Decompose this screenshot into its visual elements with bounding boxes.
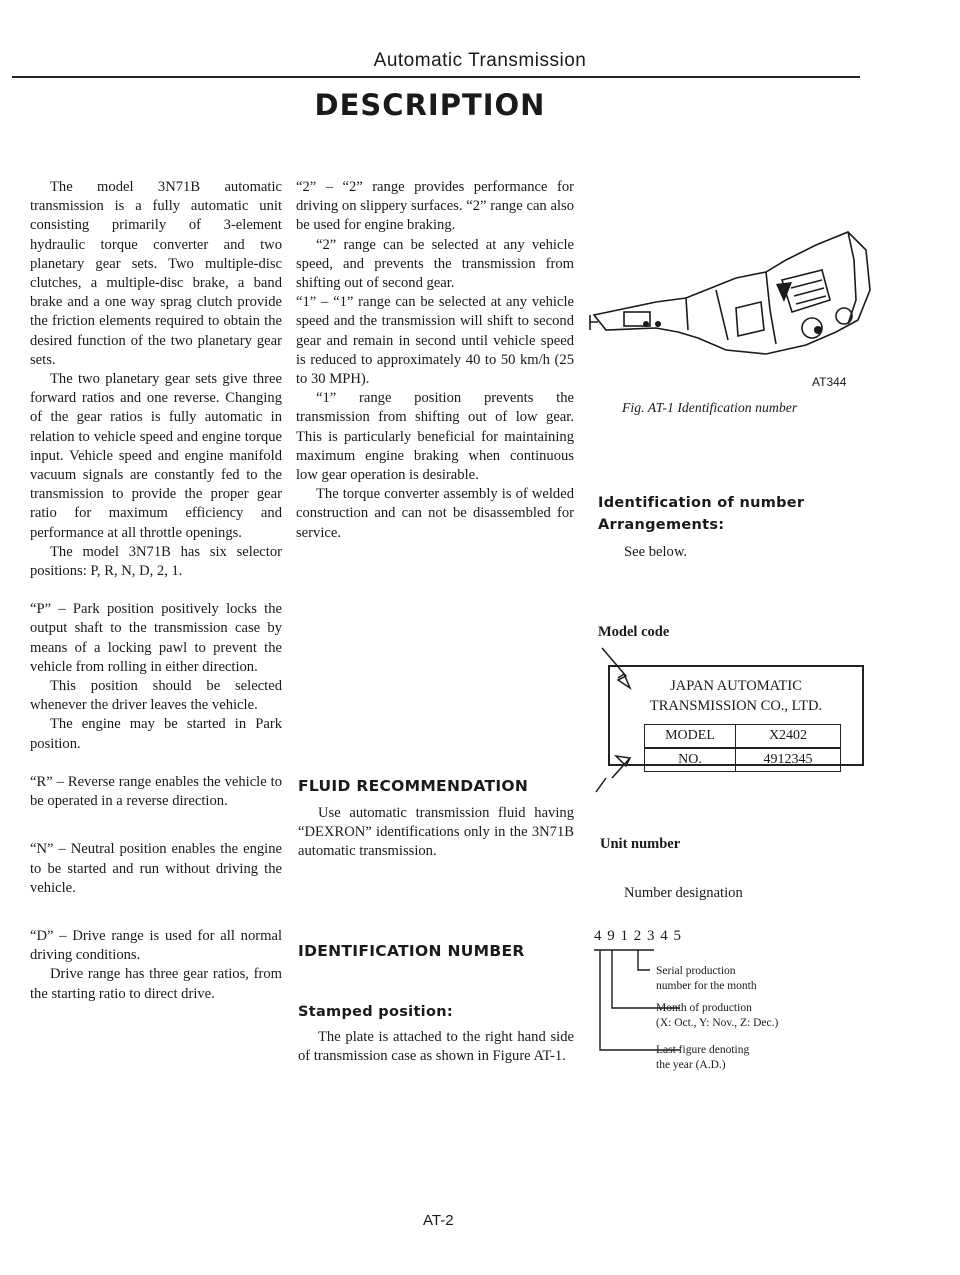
designation-title: Number designation [624, 885, 743, 901]
company-line-1: JAPAN AUTOMATIC [670, 678, 802, 694]
arrangements-heading-line1: Identification of number [598, 495, 805, 511]
unit-number-label: Unit number [600, 836, 681, 852]
figure-caption: Fig. AT-1 Identification number [622, 400, 798, 415]
stamped-text: The plate is attached to the right hand side of transmission case as shown in Figure AT-1. [298, 1029, 574, 1065]
paragraph: The two planetary gear sets give three forward ratios and one reverse. Changing of the gear ratios is fully automatic in relation to vehicle speed and engine torque input. Vehicle speed and engine manifold vacuum signals are constantly fed to the transmission to provide the proper gear ratio for maximum efficiency and performance at all throttle openings. [30, 371, 282, 541]
paragraph: This position should be selected whenever the driver leaves the vehicle. [30, 678, 282, 714]
column-middle [296, 178, 574, 543]
annotation-month [656, 1001, 778, 1031]
running-header: Automatic Transmission [373, 50, 587, 71]
model-value-cell: X2402 [735, 724, 841, 748]
paragraph: The model 3N71B has six selector positions: P, R, N, D, 2, 1. [30, 543, 282, 580]
company-line-2: TRANSMISSION CO., LTD. [649, 698, 823, 714]
paragraph: “1” range position prevents the transmission from shifting out of low gear. This is particularly beneficial for maintaining maximum engine braking when continuous low gear operation is desirable. [296, 390, 574, 484]
year-line-2: the year (A.D.) [656, 1059, 726, 1071]
no-value-cell: 4912345 [735, 748, 841, 772]
paragraph: “R” – Reverse range enables the vehicle to be operated in a reverse direction. [30, 773, 282, 810]
serial-line-2: number for the month [656, 980, 757, 992]
paragraph: “D” – Drive range is used for all normal driving conditions. [30, 927, 282, 964]
annotation-serial [656, 964, 757, 994]
no-label-cell: NO. [644, 748, 736, 772]
transmission-illustration [586, 220, 876, 368]
paragraph: “2” – “2” range provides performance for driving on slippery surfaces. “2” range can also be used for engine braking. [296, 179, 574, 234]
fluid-text: Use automatic transmission fluid having “DEXRON” identifications only in the 3N71B automatic transmission. [298, 805, 574, 860]
identification-heading: IDENTIFICATION NUMBER [298, 942, 525, 960]
arrangements-heading-line2: Arrangements: [598, 517, 725, 533]
paragraph: “1” – “1” range can be selected at any vehicle speed and the transmission will shift to second gear and remain in second until vehicle speed is reduced to approximately 40 to 50 km/h (25 to 30 MPH). [296, 294, 574, 388]
paragraph: “N” – Neutral position enables the engine to be started and run without driving the vehicle. [30, 841, 282, 896]
model-label-cell: MODEL [644, 724, 736, 748]
annotation-year [656, 1043, 749, 1073]
month-line-1: Month of production [656, 1002, 752, 1014]
serial-line-1: Serial production [656, 965, 736, 977]
paragraph: “P” – Park position positively locks the output shaft to the transmission case by means of a locking pawl to prevent the vehicle from rolling in either direction. [30, 601, 282, 675]
plate-company [610, 676, 862, 716]
fluid-heading: FLUID RECOMMENDATION [298, 777, 529, 795]
plate-top-edge [608, 665, 864, 667]
paragraph: The torque converter assembly is of welded construction and can not be disassembled for service. [296, 486, 574, 541]
plate-arrows [594, 646, 864, 796]
month-line-2: (X: Oct., Y: Nov., Z: Dec.) [656, 1017, 779, 1029]
page-title: DESCRIPTION [314, 88, 546, 122]
paragraph: The engine may be started in Park position. [30, 716, 282, 752]
model-code-label: Model code [598, 624, 670, 640]
figure-code: AT344 [812, 375, 847, 389]
paragraph: The model 3N71B automatic transmission is a fully automatic unit consisting primarily of 3-element hydraulic torque converter and two planetary gear sets. Two multiple-disc clutches, a multiple-disc brake, a band brake and a one way sprag clutch provide the friction elements required to obtain the desired function of the two planetary gear sets. [30, 179, 282, 368]
page-number: AT-2 [423, 1212, 454, 1229]
plate-right-edge [862, 665, 864, 765]
arrangements-text: See below. [624, 544, 688, 560]
paragraph: “2” range can be selected at any vehicle speed, and prevents the transmission from shifting out of second gear. [296, 236, 574, 292]
paragraph: Drive range has three gear ratios, from the starting ratio to direct drive. [30, 966, 282, 1002]
stamped-heading: Stamped position: [298, 1004, 453, 1020]
designation-digits: 4 9 1 2 3 4 5 [594, 928, 682, 944]
header-rule [12, 76, 860, 78]
year-line-1: Last figure denoting [656, 1044, 750, 1056]
column-left [30, 178, 282, 1004]
